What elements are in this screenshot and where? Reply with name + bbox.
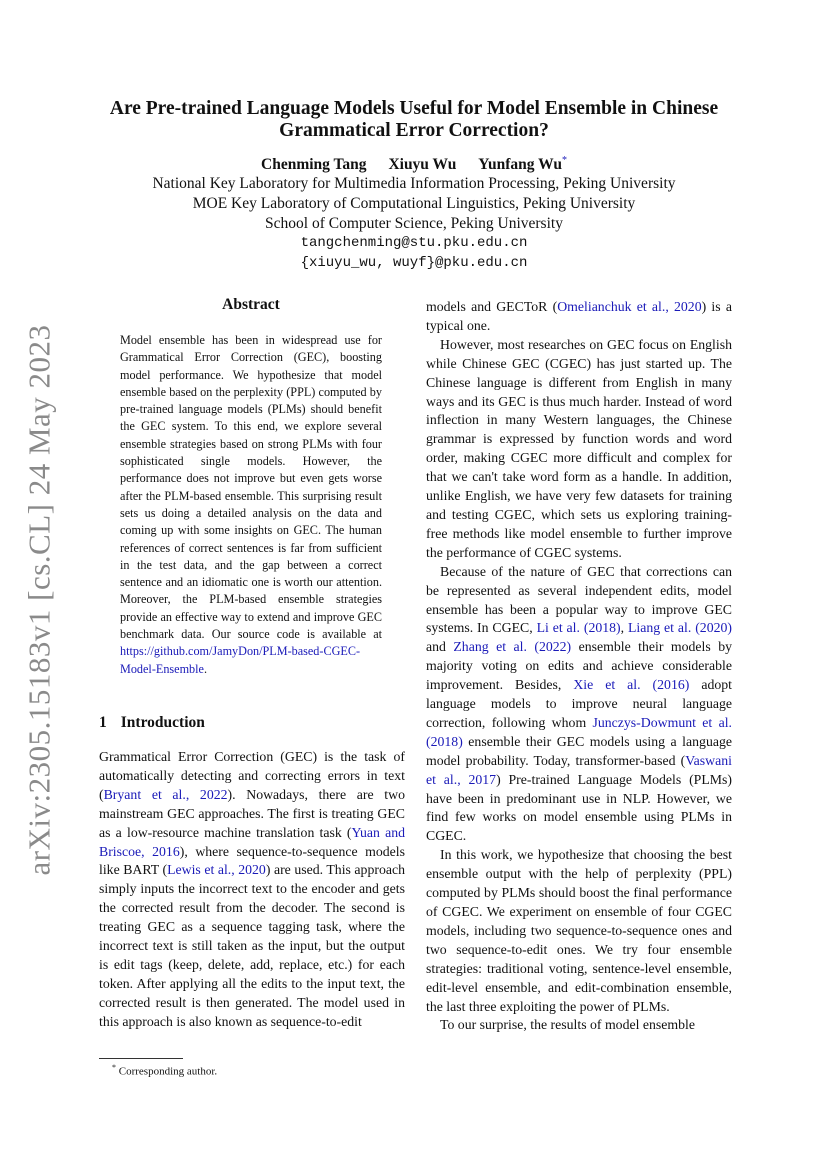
citation-vaswani[interactable]: Vaswani et al., 2017 [426,752,732,787]
right-column [426,298,732,1035]
intro-paragraph-continued: models and GECToR (Omelianchuk et al., 2020) is a typical one. [426,299,732,333]
author-2: Xiuyu Wu [388,156,457,174]
left-column [99,748,405,1032]
author-1: Chenming Tang [261,156,367,174]
affiliation-3: School of Computer Science, Peking University [265,215,563,232]
citation-bryant[interactable]: Bryant et al., 2022 [103,786,228,802]
section-number: 1 [99,714,107,731]
arxiv-sidebar-stamp [16,324,64,876]
source-code-link[interactable]: https://github.com/JamyDon/PLM-based-CGEC-Model-Ensemble [120,644,361,676]
citation-zhang[interactable]: Zhang et al. (2022) [453,639,572,655]
citation-omelianchuk[interactable]: Omelianchuk et al., 2020 [557,299,702,314]
intro-paragraph-5: To our surprise, the results of model ensemble [440,1017,695,1033]
email-2[interactable]: {xiuyu_wu, wuyf}@pku.edu.cn [300,255,528,271]
abstract-heading: Abstract [222,296,280,313]
author-list [0,155,828,174]
intro-paragraph-1: Grammatical Error Correction (GEC) is the task of automatically detecting and correcting errors in text (Bryant et al., 2022). Nowadays, there are two mainstream GEC approaches. The first is treating GEC as a low-resource machine translation task (Yuan and Briscoe, 2016), where sequence-to-sequence models like BART (Lewis et al., 2020) are used. This approach simply inputs the incorrect text to the encoder and gets the corrected result from the decoder. The second is treating GEC as a sequence tagging task, where the incorrect text is still taken as the input, but the output is edit tags (keep, delete, add, replace, etc.) for each token. After applying all the edits to the input text, the corrected result is then generated. The model used in this approach is also known as sequence-to-edit [99,749,405,1029]
intro-paragraph-2: However, most researches on GEC focus on English while Chinese GEC (CGEC) has just started up. The Chinese language is different from English in many ways and its GEC is thus much harder. Instead of word inflection in many Western languages, the Chinese grammar is expressed by function words and word order, making CGEC more difficult and complex for that we can't take word form as a handle. In addition, unlike English, we have very few datasets for training and testing CGEC, which sets us exploring training-free methods like model ensemble to further improve the performance of CGEC systems. [426,336,732,560]
intro-paragraph-4: In this work, we hypothesize that choosing the best ensemble output with the help of perplexity (PPL) computed by PLMs should boost the final performance of CGEC. We experiment on ensemble of four CGEC models, including two sequence-to-sequence ones and two sequence-to-edit ones. We try four ensemble strategies: traditional voting, sentence-level ensemble, edit-level ensemble, and edit-combination ensemble, the last three exploiting the power of PLMs. [426,847,732,1014]
affiliation-2: MOE Key Laboratory of Computational Linguistics, Peking University [192,195,636,212]
citation-yuan-briscoe[interactable]: Yuan and Briscoe, 2016 [99,824,405,859]
arxiv-id: arXiv:2305.15183v1 [cs.CL] 24 May 2023 [22,324,58,876]
citation-lewis[interactable]: Lewis et al., 2020 [167,862,266,878]
email-1[interactable]: tangchenming@stu.pku.edu.cn [300,235,528,251]
footnote: * Corresponding author. [112,1063,218,1078]
affiliation-1: National Key Laboratory for Multimedia Information Processing, Peking University [152,175,676,192]
abstract-body: Model ensemble has been in widespread use for Grammatical Error Correction (GEC), boosting model performance. We hypothesize that model ensemble based on the perplexity (PPL) computed by pre-trained language models (PLMs) should benefit the GEC system. To this end, we explore several ensemble strategies based on strong PLMs with four sophisticated single models. However, the performance does not improve but even gets worse after the PLM-based ensemble. This surprising result sets us doing a detailed analysis on the data and coming up with some insights on GEC. The human references of correct sentences is far from sufficient in the test data, and the gap between a correct sentence and an idiomatic one is worth our attention. Moreover, the PLM-based ensemble strategies provide an effective way to extend and improve GEC benchmark data. Our source code is available at https://github.com/JamyDon/PLM-based-CGEC-Model-Ensemble. [120,333,382,676]
author-3: Yunfang Wu* [478,155,567,174]
citation-junczys-dowmunt[interactable]: Junczys-Dowmunt et al. (2018) [426,714,732,749]
citation-li[interactable]: Li et al. (2018) [536,620,621,636]
citation-liang[interactable]: Liang et al. (2020) [627,620,732,636]
citation-xie[interactable]: Xie et al. (2016) [573,677,690,693]
section-title: Introduction [120,714,205,731]
footnote-rule [99,1058,183,1059]
section-heading-introduction [99,714,205,732]
paper-title: Are Pre-trained Language Models Useful for Model Ensemble in Chinese Grammatical Error Correction? [109,98,719,141]
corresponding-mark[interactable]: * [561,155,567,166]
intro-paragraph-3: Because of the nature of GEC that corrections can be represented as several independent edits, model ensemble has been a popular way to improve GEC systems. In CGEC, Li et al. (2018), Liang et al. (2020) and Zhang et al. (2022) ensemble their models by majority voting on edits and achieve considerable improvement. Besides, Xie et al. (2016) adopt language models to improve neural language correction, following whom Junczys-Dowmunt et al. (2018) ensemble their GEC models using a language model probability. Today, transformer-based (Vaswani et al., 2017) Pre-trained Language Models (PLMs) have been in predominant use in NLP. However, we find few works on model ensemble using PLMs in CGEC. [426,563,732,844]
